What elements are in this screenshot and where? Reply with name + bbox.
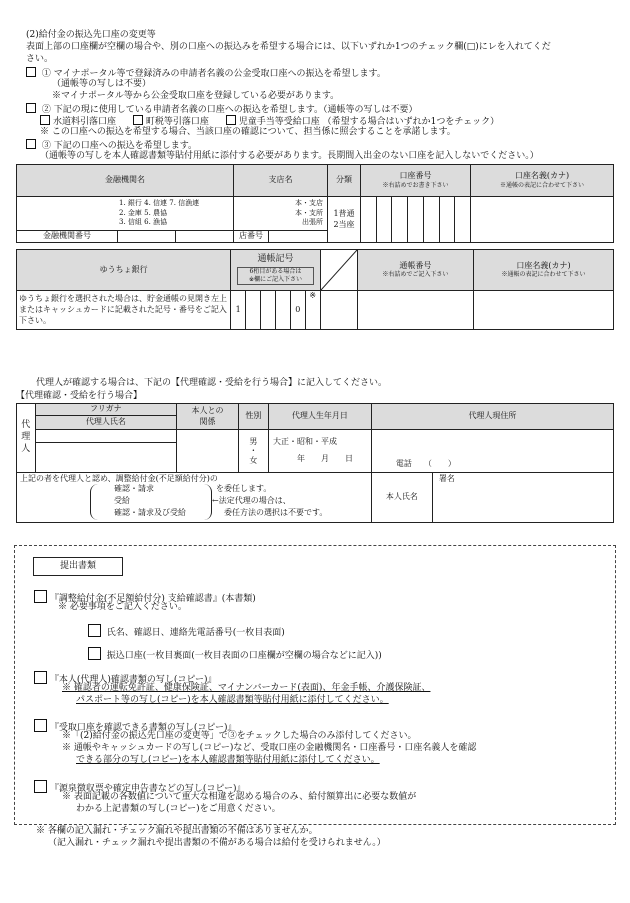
bank-code-label: 金融機関番号 xyxy=(17,231,118,243)
footer-note-1: ※ 各欄の記入漏れ・チェック漏れや提出書類の不備はありませんか。 xyxy=(36,826,318,836)
branch-header: 支店名 xyxy=(234,165,328,197)
diagonal-lower xyxy=(320,291,357,330)
consent-note: ←法定代理の場合は、 xyxy=(212,496,291,506)
doc-3-checkbox[interactable] xyxy=(34,719,47,732)
yucho-holder-header: 口座名義(カナ) ※通帳の表記に合わせて下さい xyxy=(474,250,614,291)
yucho-header: ゆうちょ銀行 xyxy=(17,250,231,291)
option-2-note: ※ この口座への振込を希望する場合、当該口座の確認について、担当係に照会することを承諾します。 xyxy=(40,127,456,137)
agent-name-field[interactable] xyxy=(35,443,176,473)
birth-header: 代理人生年月日 xyxy=(268,404,371,430)
branch-code-field[interactable] xyxy=(269,231,328,243)
water-label: 水道料引落口座 xyxy=(53,117,117,127)
option-2-label: ② 下記の現に使用している申請者名義の口座への振込を希望します。（通帳等の写しは不要） xyxy=(41,105,418,115)
doc-1-note: ※ 必要事項をご記入ください。 xyxy=(58,602,187,612)
birth-field[interactable]: 大正・昭和・平成 年 月 日 xyxy=(268,430,371,473)
option-1-note: （通帳等の写しは不要） xyxy=(52,79,152,89)
tax-checkbox[interactable] xyxy=(133,115,143,125)
symbol-star[interactable]: ※ xyxy=(305,291,320,330)
option-2-checkbox[interactable] xyxy=(26,103,36,113)
doc-1-checkbox[interactable] xyxy=(34,590,47,603)
account-digit[interactable] xyxy=(361,197,377,243)
doc-1-sub-1-checkbox[interactable] xyxy=(88,624,101,637)
child-allowance-label: 児童手当等受給口座 （希望する場合はいずれか1つをチェック） xyxy=(238,117,500,127)
branch-type-options[interactable]: 本・支店 本・支所 出張所 xyxy=(234,197,328,231)
phone-field[interactable]: 電話 （ ） xyxy=(395,458,456,468)
signature-label: 署名 xyxy=(438,474,455,483)
bank-name-header: 金融機関名 xyxy=(17,165,234,197)
account-digit[interactable] xyxy=(455,197,471,243)
symbol-digit-1: 1 xyxy=(231,291,246,330)
water-checkbox[interactable] xyxy=(40,115,50,125)
name-header: 代理人氏名 xyxy=(35,416,176,430)
doc-3-title: 『受取口座を確認できる書類の写し(コピー)』 xyxy=(49,723,237,733)
tax-label: 町税等引落口座 xyxy=(145,117,209,127)
account-number-header: 口座番号 ※右詰めでお書き下さい xyxy=(361,165,471,197)
doc-1-sub-2 xyxy=(88,647,382,663)
option-3-checkbox[interactable] xyxy=(26,139,36,149)
doc-3-note: ※「(2)給付金の振込先口座の変更等」で③をチェックした場合のみ添付してください。 xyxy=(62,731,417,741)
doc-1-sub-1-label: 氏名、確認日、連絡先電話番号(一枚目表面) xyxy=(106,628,285,638)
doc-3-note-2: ※ 通帳やキャッシュカードの写し(コピー)など、受取口座の金融機関名・口座番号・口座名義人を確認 xyxy=(62,743,477,753)
number-header: 通帳番号 ※右詰めでご記入下さい xyxy=(357,250,473,291)
documents-label: 提出書類 xyxy=(33,557,123,576)
account-digit[interactable] xyxy=(408,197,424,243)
holder-field[interactable] xyxy=(471,197,614,243)
relation-header: 本人との 関係 xyxy=(177,404,239,430)
consent-note-2: 委任方法の選択は不要です。 xyxy=(224,508,328,518)
agent-side-label: 代 理 人 xyxy=(17,404,36,473)
doc-1-sub-2-checkbox[interactable] xyxy=(88,647,101,660)
yucho-table xyxy=(16,249,614,330)
section-intro: 表面上部の口座欄が空欄の場合や、別の口座への振込みを希望する場合には、以下いずれか1つのチェック欄(□)にレを入れてくだ xyxy=(26,42,551,52)
furigana-header: フリガナ xyxy=(35,404,176,416)
doc-4-checkbox[interactable] xyxy=(34,780,47,793)
furigana-field[interactable] xyxy=(35,430,176,443)
doc-4-title: 『源泉徴収票や確定申告書などの写し(コピー)』 xyxy=(49,784,246,794)
consent-option-both[interactable]: 確認・請求及び受給 xyxy=(114,508,186,518)
consent-text: 上記の者を代理人と認め、調整給付金(不足額給付分)の xyxy=(20,474,218,483)
symbol-header: 通帳記号 6桁目がある場合は ※欄にご記入下さい xyxy=(231,250,320,291)
account-digit[interactable] xyxy=(392,197,408,243)
child-allowance-checkbox[interactable] xyxy=(226,115,236,125)
principal-name-label: 本人氏名 xyxy=(371,473,432,523)
option-3-note: （通帳等の写しを本人確認書類等貼付用紙に添付する必要があります。長期間入出金のない口座を記入しないでください。） xyxy=(40,151,539,161)
address-field[interactable] xyxy=(371,430,613,473)
symbol-digit[interactable] xyxy=(246,291,261,330)
bank-code-field[interactable] xyxy=(118,231,176,243)
footer-note-2: （記入漏れ・チェック漏れや提出書類の不備がある場合は給付を受けられません。） xyxy=(48,838,386,848)
doc-1-title: 『調整給付金(不足額給付分) 支給確認書』(本書類) xyxy=(49,594,256,604)
option-1-label: ① マイナポータル等で登録済みの申請者名義の公金受取口座への振込を希望します。 xyxy=(41,69,386,79)
diagonal-cell xyxy=(320,250,357,291)
option-3-label: ③ 下記の口座への振込を希望します。 xyxy=(41,141,198,151)
section-title: (2)給付金の振込先口座の変更等 xyxy=(26,30,156,40)
doc-2-checkbox[interactable] xyxy=(34,671,47,684)
address-header: 代理人現住所 xyxy=(371,404,613,430)
consent-cell xyxy=(17,473,372,523)
account-type-options[interactable]: 1普通 2当座 xyxy=(328,197,361,243)
agent-section-title: 【代理確認・受給を行う場合】 xyxy=(16,391,143,401)
option-1-note2: ※マイナポータル等から公金受取口座を登録している必要があります。 xyxy=(52,91,340,101)
sex-header: 性別 xyxy=(238,404,268,430)
bank-table xyxy=(16,164,614,243)
doc-4-note: ※ 表面記載の各数値について重大な相違を認める場合のみ、給付額算出に必要な数値が xyxy=(62,792,417,802)
doc-2-title: 『本人(代理人)確認書類の写し(コピー)』 xyxy=(49,675,217,685)
branch-code-label: 店番号 xyxy=(234,231,269,243)
symbol-digit[interactable] xyxy=(275,291,290,330)
relation-field[interactable] xyxy=(177,430,239,473)
number-field[interactable] xyxy=(357,291,473,330)
doc-4-note-2: わかる上記書類の写し(コピー)をご用意ください。 xyxy=(76,804,281,814)
consent-option-receive[interactable]: 受給 xyxy=(114,496,130,506)
consent-option-confirm[interactable]: 確認・請求 xyxy=(114,484,154,494)
agent-intro: 代理人が確認する場合は、下記の【代理確認・受給を行う場合】に記入してください。 xyxy=(36,378,388,388)
symbol-digit-0: 0 xyxy=(290,291,305,330)
doc-3-note-3: できる部分の写し(コピー)を本人確認書類等貼付用紙に添付してください。 xyxy=(76,755,380,765)
signature-field[interactable] xyxy=(432,473,613,523)
yucho-holder-field[interactable] xyxy=(474,291,614,330)
bank-code-field-2[interactable] xyxy=(176,231,234,243)
doc-2-note: ※ 確認者の運転免許証、健康保険証、マイナンバーカード(表面)、年金手帳、介護保険証、 xyxy=(62,683,431,693)
type-header: 分類 xyxy=(328,165,361,197)
agent-table xyxy=(16,403,614,523)
section-intro-cont: さい。 xyxy=(26,54,54,64)
consent-delegate: を委任します。 xyxy=(216,484,272,494)
bank-type-options[interactable]: 1. 銀行 4. 信連 7. 信漁連 2. 金庫 5. 農協 3. 信組 6. 漁協 xyxy=(17,197,234,231)
option-1-checkbox[interactable] xyxy=(26,67,36,77)
doc-2-note-2: パスポート等の写し(コピー)を本人確認書類等貼付用紙に添付してください。 xyxy=(76,695,389,705)
yucho-instructions: ゆうちょ銀行を選択された場合は、貯金通帳の見開き左上またはキャッシュカードに記載された記号・番号をご記入下さい。 xyxy=(17,291,231,330)
account-digit[interactable] xyxy=(423,197,439,243)
account-digit[interactable] xyxy=(376,197,392,243)
sex-field[interactable]: 男 ・ 女 xyxy=(238,430,268,473)
doc-1-sub-1 xyxy=(88,624,285,640)
account-digit[interactable] xyxy=(439,197,455,243)
symbol-digit[interactable] xyxy=(261,291,276,330)
doc-1-sub-2-label: 振込口座(一枚目裏面(一枚目表面の口座欄が空欄の場合などに記入)) xyxy=(106,651,382,661)
holder-header: 口座名義(カナ) ※通帳の表記に合わせて下さい xyxy=(471,165,614,197)
